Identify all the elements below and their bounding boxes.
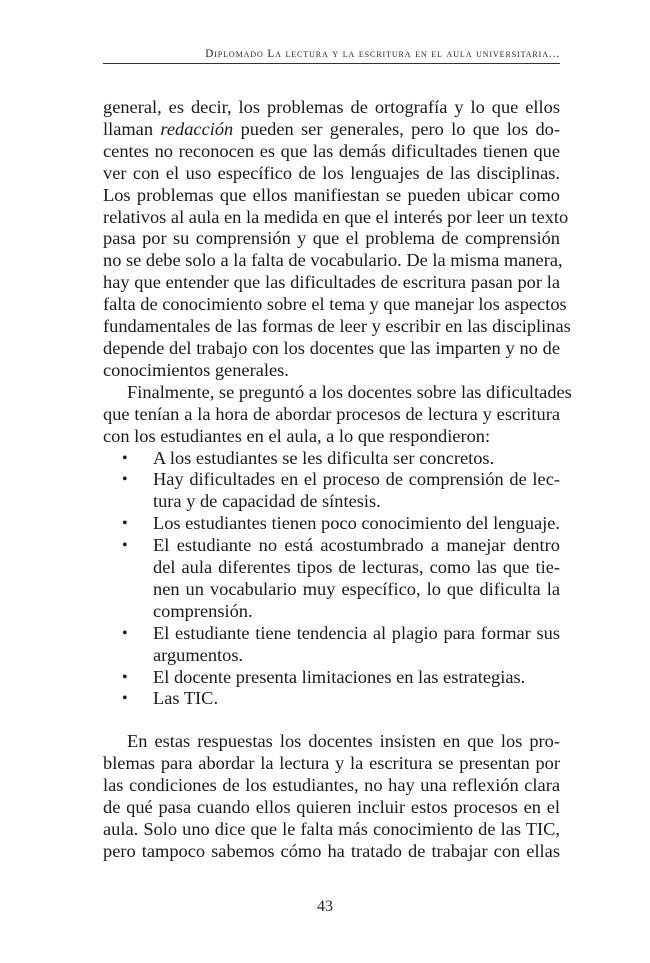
text-run: pasa por su comprensión y que el problema de comprensión bbox=[103, 228, 560, 249]
list-item-line: Los estudiantes tienen poco conocimiento del lenguaje. bbox=[153, 513, 561, 534]
list-item-line: El docente presenta limitaciones en las estrategias. bbox=[153, 666, 526, 687]
text-line: que tenían a la hora de abordar procesos de lectura y escritura bbox=[103, 403, 560, 424]
text-line bbox=[103, 185, 560, 207]
text-run: centes no reconocen es que las demás dificultades tienen que bbox=[103, 140, 560, 161]
text-line: En estas respuestas los docentes insisten en que los pro- bbox=[127, 731, 560, 752]
text-run: pueden ser generales, pero lo que los do- bbox=[233, 118, 560, 139]
list-item-line: nen un vocabulario muy específico, lo que dificulta la bbox=[153, 578, 560, 599]
list-item bbox=[103, 623, 560, 667]
text-run: llaman bbox=[103, 118, 161, 139]
text-line bbox=[103, 163, 560, 185]
list-item bbox=[103, 535, 560, 623]
list-item-line: tura y de capacidad de síntesis. bbox=[153, 491, 381, 512]
bullet-icon: • bbox=[122, 537, 128, 555]
list-item-line: Las TIC. bbox=[153, 688, 219, 709]
text-line: las condiciones de los estudiantes, no hay una reflexión clara bbox=[103, 775, 560, 796]
text-line bbox=[103, 97, 560, 119]
paragraph-2 bbox=[103, 381, 572, 448]
list-item-line: A los estudiantes se les dificulta ser concretos. bbox=[153, 447, 495, 468]
text-line: Finalmente, se preguntó a los docentes sobre las dificultades bbox=[127, 381, 572, 402]
text-run: falta de conocimiento sobre el tema y que manejar los aspectos bbox=[103, 294, 567, 315]
text-line: aula. Solo uno dice que le falta más conocimiento de las TIC, bbox=[103, 819, 560, 839]
text-line: con los estudiantes en el aula, a lo que respondieron: bbox=[103, 425, 491, 446]
text-run: conocimientos generales. bbox=[103, 359, 289, 380]
text-line: pero tampoco sabemos cómo ha tratado de trabajar con ellas bbox=[103, 840, 560, 861]
header-rule bbox=[103, 63, 560, 64]
list-item bbox=[103, 667, 560, 689]
bullet-icon: • bbox=[122, 515, 128, 533]
paragraph-gap bbox=[103, 710, 560, 731]
text-run: relativos al aula en la medida en que el interés por leer un texto bbox=[103, 206, 569, 227]
text-line bbox=[103, 316, 571, 338]
text-line bbox=[103, 119, 560, 141]
list-item-line: argumentos. bbox=[153, 644, 244, 665]
list-item bbox=[103, 448, 560, 470]
text-line bbox=[103, 360, 560, 382]
text-run: hay que entender que las dificultades de escritura pasan por la bbox=[103, 272, 560, 293]
list-item-line: El estudiante tiene tendencia al plagio para formar sus bbox=[153, 622, 560, 643]
running-header: Diplomado La lectura y la escritura en el aula universitaria... bbox=[205, 48, 560, 60]
bullet-icon: • bbox=[122, 668, 128, 686]
text-line bbox=[103, 228, 560, 250]
text-run: no se debe solo a la falta de vocabulario. De la misma manera, bbox=[103, 250, 563, 271]
list-item bbox=[103, 469, 560, 513]
text-run: general, es decir, los problemas de ortografía y lo que ellos bbox=[103, 97, 560, 117]
text-line bbox=[103, 338, 560, 360]
paragraph-3 bbox=[103, 731, 560, 862]
text-line: de qué pasa cuando ellos quieren incluir estos procesos en el bbox=[103, 797, 560, 818]
text-line: blemas para abordar la lectura y la escritura se presentan por bbox=[103, 753, 560, 774]
bullet-icon: • bbox=[122, 624, 128, 642]
page-number: 43 bbox=[317, 898, 333, 915]
italic-term: redacción bbox=[160, 118, 234, 139]
text-line bbox=[103, 294, 567, 316]
bullet-icon: • bbox=[122, 449, 128, 467]
list-item bbox=[103, 513, 560, 535]
text-run: fundamentales de las formas de leer y escribir en las disciplinas bbox=[103, 316, 571, 337]
body-text bbox=[103, 97, 572, 863]
text-line bbox=[103, 206, 569, 229]
text-line bbox=[103, 272, 560, 294]
list-item-line: Hay dificultades en el proceso de comprensión de lec- bbox=[153, 469, 560, 490]
list-item-line: del aula diferentes tipos de lecturas, como las que tie- bbox=[153, 557, 560, 578]
text-run: ver con el uso específico de los lenguajes de las disciplinas. bbox=[103, 162, 560, 183]
bullet-icon: • bbox=[122, 471, 128, 489]
list-item bbox=[103, 688, 560, 710]
text-line bbox=[103, 250, 563, 272]
paragraph-1 bbox=[103, 97, 571, 382]
difficulties-list bbox=[103, 448, 560, 711]
bullet-icon: • bbox=[122, 690, 128, 708]
text-run: depende del trabajo con los docentes que las imparten y no de bbox=[103, 337, 560, 358]
list-item-line: comprensión. bbox=[153, 600, 253, 621]
list-item-line: El estudiante no está acostumbrado a manejar dentro bbox=[153, 535, 560, 556]
text-line bbox=[103, 141, 560, 163]
text-run: Los problemas que ellos manifiestan se pueden ubicar como bbox=[103, 184, 560, 205]
